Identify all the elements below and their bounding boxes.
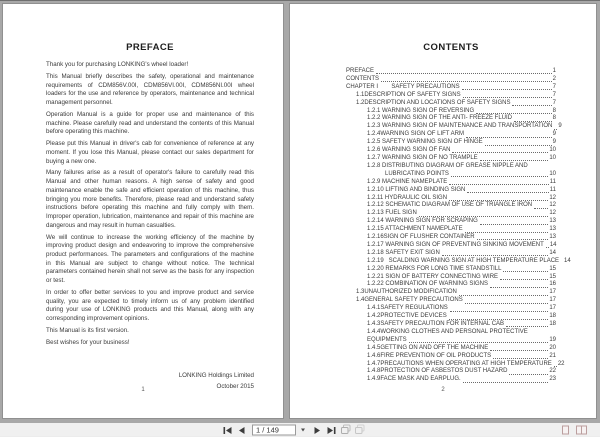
toc-entry-label: 1.2.21 SIGN OF BATTERY CONNECTING WIRE bbox=[367, 273, 499, 280]
leader-dots bbox=[512, 105, 551, 106]
toc-entry-label: 1.4GENERAL SAFETY PRECAUTIONS bbox=[356, 297, 463, 304]
leader-dots bbox=[514, 121, 552, 122]
leader-dots bbox=[476, 113, 552, 114]
toc-entry-label: 1.2.20 REMARKS FOR LONG TIME STANDSTILL bbox=[367, 265, 502, 272]
previous-view-button[interactable] bbox=[340, 424, 351, 435]
signature-company: LONKING Holdings Limited bbox=[178, 371, 254, 379]
toc-entry-label: 1.2.15 ATTACHMENT NAMEPLATE bbox=[367, 226, 463, 233]
preface-paragraph: Many failures arise as a result of operator's failure to carefully read this Manual and other human reasons. A high sense of safety and good maintenance enable the safe and efficient operation of this machine, thus bringing you more benefits. Therefore, please read and understand safety instructions before operating this machine and fully comply with them. Improper operation, lubrication, maintenance and repair of this machine are dangerous and may result in human casualties. bbox=[46, 169, 254, 229]
toc-entry bbox=[346, 163, 556, 171]
toc-entry-page: 1 bbox=[552, 68, 556, 74]
leader-dots bbox=[459, 295, 548, 296]
toc-entry bbox=[346, 368, 556, 376]
toc-entry-page: 9 bbox=[552, 139, 556, 146]
leader-dots bbox=[480, 160, 549, 161]
leader-dots bbox=[465, 232, 549, 233]
leader-dots bbox=[554, 129, 557, 130]
next-page-icon bbox=[314, 422, 321, 437]
leader-dots bbox=[485, 145, 552, 146]
toc-entry bbox=[346, 321, 556, 329]
toc-entry bbox=[346, 281, 556, 289]
leader-dots bbox=[506, 326, 548, 327]
toc-entry-page: 10 bbox=[549, 147, 556, 154]
toc-entry bbox=[346, 305, 556, 313]
toc-entry bbox=[346, 345, 556, 353]
toc-entry-page: 13 bbox=[549, 218, 556, 225]
preface-paragraph: This Manual briefly describes the safety, operational and maintenance requirements of CDM856V.00I, CDM856VI.00I, CDM856NI.00I wheel loaders for the use and reference by operators, maintenance and technical management personnel. bbox=[46, 72, 254, 106]
toc-entry-page: 17 bbox=[549, 289, 556, 296]
toc-entry bbox=[346, 242, 556, 250]
toc-entry-page: 17 bbox=[549, 297, 556, 304]
toc-entry-label: LUBRICATING POINTS bbox=[385, 170, 449, 177]
toc-entry bbox=[346, 84, 556, 92]
toc-entry bbox=[346, 131, 556, 139]
leader-dots bbox=[466, 137, 552, 138]
toc-entry-label: CHAPTER I SAFETY PRECAUTIONS bbox=[346, 83, 460, 90]
page-layout-cluster bbox=[562, 425, 587, 434]
page-contents bbox=[289, 3, 597, 419]
leader-dots bbox=[449, 319, 549, 320]
toc-entry-label: PREFACE bbox=[346, 68, 375, 74]
preface-title: PREFACE bbox=[126, 42, 174, 53]
leader-dots bbox=[419, 216, 549, 217]
leader-dots bbox=[381, 81, 552, 82]
navigation-toolbar bbox=[0, 421, 600, 436]
toc-entry bbox=[346, 226, 556, 234]
toc-entry-label: 1.4.9FACE MASK AND EARPLUG. bbox=[367, 376, 461, 383]
toc-entry-label: 1.2.4WARNING SIGN OF LIFT ARM bbox=[367, 131, 465, 138]
toc-entry-page: 7 bbox=[552, 83, 556, 90]
toc-entry-page: 8 bbox=[552, 107, 556, 114]
toc-entry bbox=[346, 147, 556, 155]
toc-entry-label: 1.4.5GETTING ON AND OFF THE MACHINE bbox=[367, 344, 489, 351]
toc-entry-page: 14 bbox=[564, 257, 571, 264]
next-view-button[interactable] bbox=[354, 424, 365, 435]
toc-entry-label: 1.4.7PRECAUTIONS WHEN OPERATING AT HIGH TEMPERATURE bbox=[367, 360, 552, 367]
toc-entry-label: 1.3UNAUTHORIZED MODIFICATION bbox=[356, 289, 457, 296]
toc-entry-page: 18 bbox=[549, 321, 556, 327]
leader-dots bbox=[500, 279, 548, 280]
leader-dots bbox=[467, 192, 548, 193]
page-number-left: 1 bbox=[141, 387, 145, 393]
toc-entry-page: 20 bbox=[549, 344, 556, 351]
contents-title: CONTENTS bbox=[423, 42, 479, 53]
page-number-input[interactable] bbox=[252, 424, 296, 435]
toc-entry bbox=[346, 313, 556, 321]
table-of-contents bbox=[346, 68, 571, 384]
toc-entry-label: 1.2.22 COMBINATION OF WARNING SIGNS bbox=[367, 281, 489, 288]
toc-entry-label: 1.2.7 WARNING SIGN OF NO TRAMPLE bbox=[367, 154, 478, 161]
previous-view-icon bbox=[341, 422, 351, 437]
leader-dots bbox=[449, 200, 548, 201]
first-page-button[interactable] bbox=[222, 424, 233, 435]
toc-entry-page: 9 bbox=[558, 123, 562, 130]
toc-entry-page: 17 bbox=[549, 305, 556, 312]
leader-dots bbox=[442, 255, 549, 256]
toc-entry-page: 15 bbox=[549, 265, 556, 272]
toc-entry-page: 22 bbox=[557, 360, 565, 367]
toc-entry-page: 7 bbox=[552, 99, 556, 106]
toc-entry-label: 1.2.14 WARNING SIGN FOR SCRAPING bbox=[367, 218, 478, 225]
toc-entry-page: 10 bbox=[549, 170, 556, 177]
leader-dots bbox=[451, 176, 548, 177]
toc-entry-label: 1.4.3SAFETY PRECAUTION FOR INTERNAL CAB bbox=[367, 321, 505, 327]
toc-entry-label: EQUIPMENTS bbox=[367, 336, 407, 343]
leader-dots bbox=[509, 374, 548, 375]
leader-dots bbox=[534, 208, 548, 209]
leader-dots bbox=[376, 73, 552, 74]
toc-entry-label: 1.2.1 WARNING SIGN OF REVERSING bbox=[367, 107, 475, 114]
last-page-button[interactable] bbox=[326, 424, 337, 435]
toc-entry-page: 23 bbox=[549, 376, 556, 383]
toc-entry bbox=[346, 179, 556, 187]
toc-entry-page: 15 bbox=[549, 273, 556, 280]
toc-entry-page: 19 bbox=[549, 336, 556, 343]
first-page-icon bbox=[223, 422, 232, 437]
toc-entry bbox=[346, 171, 556, 179]
toc-entry bbox=[346, 195, 556, 203]
leader-dots bbox=[480, 224, 549, 225]
preface-paragraph: Please put this Manual in driver's cab for convenience of reference at any moment. If you lose this Manual, please contact our sales department for buying a new one. bbox=[46, 140, 254, 165]
leader-dots bbox=[452, 152, 548, 153]
toc-entry bbox=[346, 139, 556, 147]
toc-entry bbox=[346, 218, 556, 226]
toc-entry-label: 1.4.8PROTECTION OF ASBESTOS DUST HAZARD bbox=[367, 368, 508, 375]
two-page-view-icon[interactable] bbox=[576, 425, 587, 434]
leader-dots bbox=[449, 184, 549, 185]
toc-entry bbox=[346, 360, 565, 369]
leader-dots bbox=[409, 342, 549, 343]
toc-entry bbox=[346, 108, 556, 116]
toc-entry-label: 1.2.10 LIFTING AND BINDING SIGN bbox=[367, 186, 466, 193]
toc-entry bbox=[346, 210, 556, 218]
toc-entry-label: 1.2.18 SAFETY EXIT SIGN bbox=[367, 249, 440, 256]
toc-entry-label: 1.2.12 SCHEMATIC DIAGRAM OF USE OF TRIANGLE IRON bbox=[367, 202, 533, 209]
toc-entry-label: 1.2.6 WARNING SIGN OF FAN bbox=[367, 147, 451, 154]
leader-dots bbox=[465, 303, 549, 304]
toc-entry bbox=[346, 76, 556, 84]
toc-entry-page: 11 bbox=[549, 178, 556, 185]
toc-entry-page: 12 bbox=[549, 210, 556, 217]
toc-entry bbox=[346, 155, 556, 163]
last-page-icon bbox=[327, 422, 336, 437]
preface-paragraph: This Manual is its first version. bbox=[46, 327, 129, 334]
toc-entry-label: 1.2.2 WARNING SIGN OF THE ANTI- FREEZE FLUID bbox=[367, 115, 513, 122]
toc-entry bbox=[346, 376, 556, 384]
toc-entry bbox=[346, 100, 556, 108]
toc-entry-label: 1.4.1SAFETY REGULATIONS bbox=[367, 305, 448, 312]
leader-dots bbox=[490, 350, 548, 351]
toc-entry-page: 14 bbox=[549, 249, 556, 256]
toc-entry-page: 13 bbox=[549, 226, 556, 233]
toc-entry-page: 22 bbox=[549, 368, 556, 375]
toc-entry bbox=[346, 274, 556, 282]
toc-entry-page: 9 bbox=[552, 131, 556, 138]
toc-entry-page: 16 bbox=[549, 281, 556, 288]
previous-page-icon bbox=[238, 422, 245, 437]
preface-paragraph: Best wishes for your business! bbox=[46, 338, 130, 346]
toc-entry-label: 1.2.9 MACHINE NAMEPLATE bbox=[367, 178, 448, 185]
leader-dots bbox=[450, 311, 549, 312]
leader-dots bbox=[493, 358, 548, 359]
preface-paragraph: In order to offer better services to you and improve product and service quality, you are expected to timely inform us of any problem identified during your use of LONKING products and this Manual, along with any corresponding improvement opinions. bbox=[46, 289, 254, 323]
toc-entry-page: 8 bbox=[552, 115, 556, 122]
toc-entry-label: 1.4.4WORKING CLOTHES AND PERSONAL PROTECTIVE bbox=[367, 328, 528, 335]
toc-entry-label: 1.2.19 SCALDING WARNING SIGN AT HIGH TEMPERATURE PLACE bbox=[367, 257, 560, 264]
toc-entry bbox=[346, 202, 556, 210]
toc-entry-page: 2 bbox=[552, 75, 556, 82]
toc-entry bbox=[346, 266, 556, 274]
signature-date: October 2015 bbox=[216, 382, 254, 390]
toc-entry bbox=[346, 250, 556, 258]
toc-entry-label: 1.2.17 WARNING SIGN OF PREVENTING SINKING MOVEMENT bbox=[367, 241, 544, 248]
page-dropdown-icon bbox=[301, 428, 305, 431]
toc-entry bbox=[346, 297, 556, 305]
leader-dots bbox=[462, 89, 552, 90]
toc-entry bbox=[346, 289, 556, 297]
preface-paragraph: We will continue to increase the working efficiency of the machine by improving product design and endeavoring to improve the comprehensive product performances. The parameters and configurations of the machine in this Manual are subject to change without notice. The technical parameters contained herein shall not serve as the basis for any inspection or test. bbox=[46, 233, 254, 285]
page-number-right: 2 bbox=[441, 387, 445, 393]
leader-dots bbox=[463, 97, 552, 98]
preface-body bbox=[46, 61, 254, 348]
preface-paragraph: Thank you for purchasing LONKING's wheel loader! bbox=[46, 61, 189, 68]
toc-entry bbox=[346, 329, 556, 337]
next-page-button[interactable] bbox=[312, 424, 323, 435]
leader-dots bbox=[490, 287, 548, 288]
toc-entry-page: 11 bbox=[549, 186, 556, 193]
leader-dots bbox=[554, 366, 557, 367]
toc-entry-label: 1.2.3 WARNING SIGN OF MAINTENANCE AND TRANSPORTATION bbox=[367, 123, 553, 130]
page-nav-cluster bbox=[222, 424, 365, 435]
toc-entry bbox=[346, 187, 556, 195]
toc-entry-label: 1.2.11 HYDRAULIC OIL SIGN bbox=[367, 194, 448, 201]
toc-entry bbox=[346, 234, 556, 242]
toc-entry-page: 21 bbox=[549, 352, 556, 359]
previous-page-button[interactable] bbox=[236, 424, 247, 435]
toc-entry-page: 13 bbox=[549, 234, 556, 241]
toc-entry-page: 7 bbox=[552, 91, 556, 98]
toc-entry bbox=[346, 123, 562, 131]
toc-entry bbox=[346, 257, 571, 266]
leader-dots bbox=[503, 271, 548, 272]
toc-entry-page: 14 bbox=[549, 241, 557, 248]
toc-entry-page: 12 bbox=[549, 202, 556, 209]
single-page-view-icon[interactable] bbox=[562, 425, 569, 434]
toc-entry bbox=[346, 92, 556, 100]
toc-entry-page: 18 bbox=[549, 313, 556, 320]
toc-entry-label: 1.2.5 SAFETY WARNING SIGN OF HINGE bbox=[367, 139, 483, 146]
toc-entry-label: CONTENTS bbox=[346, 75, 379, 82]
leader-dots bbox=[463, 382, 549, 383]
next-view-icon bbox=[355, 422, 365, 437]
toc-entry-page: 10 bbox=[549, 154, 556, 161]
toc-entry bbox=[346, 115, 556, 123]
toc-entry-label: 1.1DESCRIPTION OF SAFETY SIGNS bbox=[356, 91, 461, 98]
toc-entry-label: 1.2.13 FUEL SIGN bbox=[367, 210, 417, 217]
toc-entry bbox=[346, 68, 556, 76]
toc-entry bbox=[346, 353, 556, 361]
preface-paragraph: Operation Manual is a guide for proper use and maintenance of this machine. Please carefully read and understand the contents of this Manual before operating this machine. bbox=[46, 110, 254, 136]
leader-dots bbox=[477, 239, 549, 240]
toc-entry-label: 1.2.8 DISTRIBUTING DIAGRAM OF GREASE NIPPLE AND bbox=[367, 162, 528, 169]
toc-entry bbox=[346, 337, 556, 345]
toc-entry-label: 1.4.2PROTECTIVE DEVICES bbox=[367, 313, 447, 320]
page-preface bbox=[2, 3, 284, 419]
toc-entry-label: 1.2.16SIGN OF FLUSHER CONTAINER bbox=[367, 234, 475, 241]
toc-entry-label: 1.2DESCRIPTION AND LOCATIONS OF SAFETY SIGNS bbox=[356, 99, 511, 106]
toc-entry-page: 12 bbox=[549, 194, 556, 201]
page-dropdown-button[interactable] bbox=[299, 424, 307, 435]
leader-dots bbox=[546, 247, 549, 248]
toc-entry-label: 1.4.6FIRE PREVENTION OF OIL PRODUCTS bbox=[367, 352, 492, 359]
